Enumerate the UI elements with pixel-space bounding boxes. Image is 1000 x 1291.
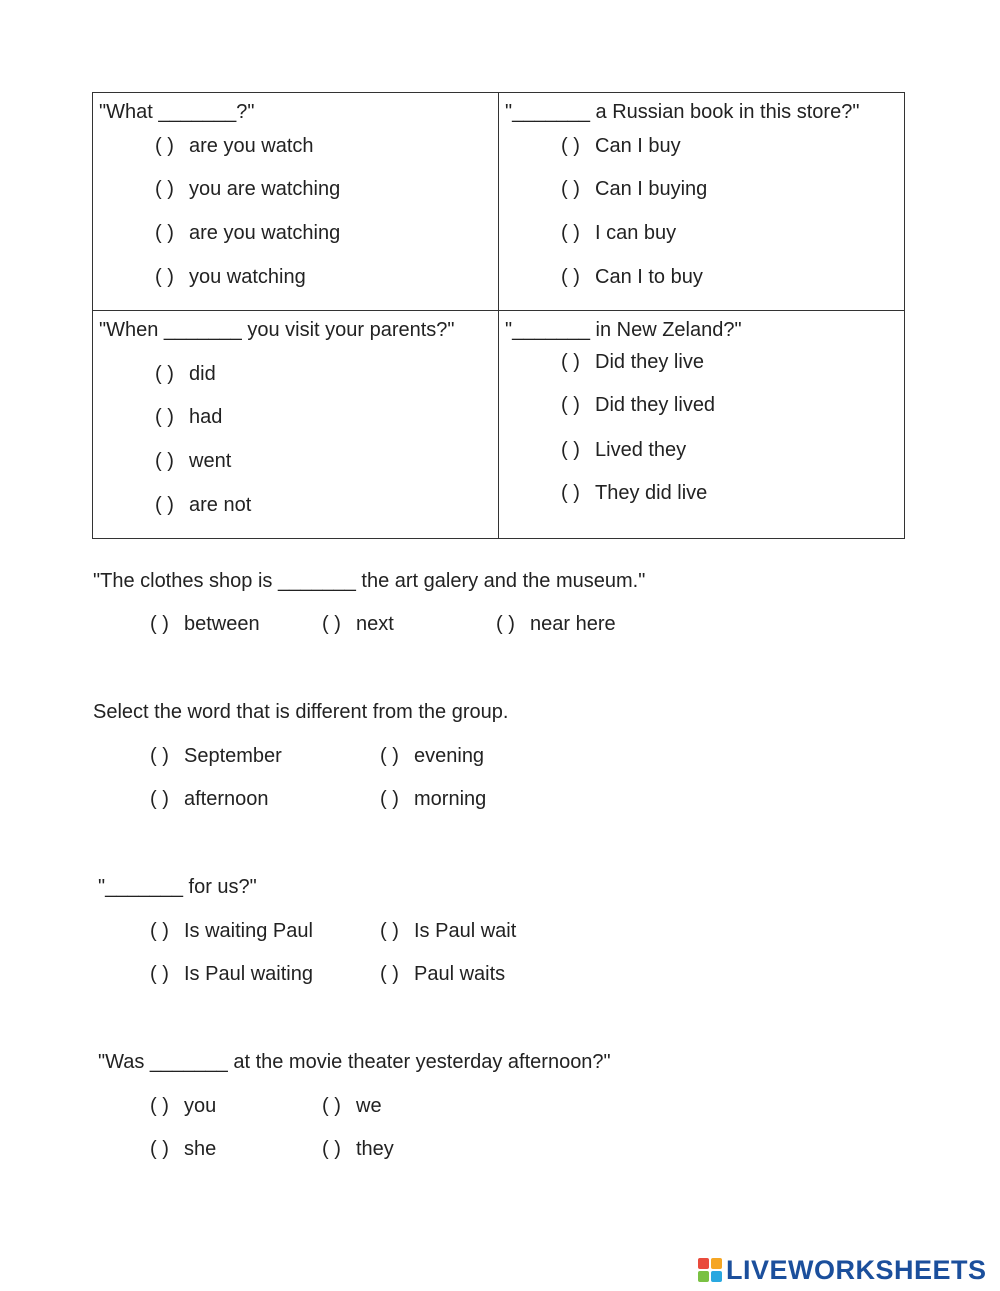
answer-checkbox[interactable]: ( ) xyxy=(380,788,399,810)
q5-option[interactable] xyxy=(322,613,394,636)
q1-option[interactable] xyxy=(155,222,340,245)
q4-option[interactable] xyxy=(561,482,707,505)
option-label: between xyxy=(184,613,260,635)
option-label: you xyxy=(184,1095,217,1117)
q3-option[interactable] xyxy=(155,494,251,517)
question-3-prompt: "When _______ you visit your parents?" xyxy=(99,319,455,341)
option-label: are you watching xyxy=(189,222,341,244)
option-label: Can I buy xyxy=(595,135,681,157)
q8-option[interactable] xyxy=(322,1138,394,1161)
answer-checkbox[interactable]: ( ) xyxy=(322,1138,341,1160)
question-cell-1 xyxy=(93,93,499,311)
question-1-prompt: "What _______?" xyxy=(99,101,255,123)
answer-checkbox[interactable]: ( ) xyxy=(150,613,169,635)
answer-checkbox[interactable]: ( ) xyxy=(150,745,169,767)
answer-checkbox[interactable]: ( ) xyxy=(150,920,169,942)
option-label: are not xyxy=(189,494,252,516)
answer-checkbox[interactable]: ( ) xyxy=(150,1095,169,1117)
option-label: they xyxy=(356,1138,394,1160)
q8-option[interactable] xyxy=(150,1138,216,1161)
answer-checkbox[interactable]: ( ) xyxy=(150,788,169,810)
option-label: Is Paul waiting xyxy=(184,963,313,985)
answer-checkbox[interactable]: ( ) xyxy=(561,351,580,373)
q3-option[interactable] xyxy=(155,406,222,429)
logo-tiles-icon xyxy=(698,1258,722,1282)
q7-option[interactable] xyxy=(380,963,505,986)
answer-checkbox[interactable]: ( ) xyxy=(155,363,174,385)
option-label: you are watching xyxy=(189,178,341,200)
logo-tile xyxy=(698,1271,709,1282)
answer-checkbox[interactable]: ( ) xyxy=(380,920,399,942)
q1-option[interactable] xyxy=(155,135,314,158)
answer-checkbox[interactable]: ( ) xyxy=(380,745,399,767)
q4-option[interactable] xyxy=(561,351,704,374)
q8-option[interactable] xyxy=(150,1095,216,1118)
question-2-prompt: "_______ a Russian book in this store?" xyxy=(505,101,860,123)
answer-checkbox[interactable]: ( ) xyxy=(561,178,580,200)
answer-checkbox[interactable]: ( ) xyxy=(155,450,174,472)
option-label: went xyxy=(189,450,232,472)
question-6-prompt: Select the word that is different from the group. xyxy=(93,701,509,723)
q7-option[interactable] xyxy=(380,920,516,943)
logo-tile xyxy=(711,1258,722,1269)
option-label: Paul waits xyxy=(414,963,506,985)
q2-option[interactable] xyxy=(561,178,707,201)
answer-checkbox[interactable]: ( ) xyxy=(150,1138,169,1160)
q7-option[interactable] xyxy=(150,920,313,943)
logo-tile xyxy=(698,1258,709,1269)
option-label: are you watch xyxy=(189,135,314,157)
option-label: afternoon xyxy=(184,788,269,810)
answer-checkbox[interactable]: ( ) xyxy=(496,613,515,635)
option-label: Lived they xyxy=(595,439,687,461)
answer-checkbox[interactable]: ( ) xyxy=(155,178,174,200)
answer-checkbox[interactable]: ( ) xyxy=(561,222,580,244)
option-label: evening xyxy=(414,745,485,767)
question-5-prompt: "The clothes shop is _______ the art galery and the museum." xyxy=(93,570,646,592)
question-cell-3 xyxy=(93,311,499,539)
liveworksheets-logo xyxy=(698,1255,987,1285)
q6-option[interactable] xyxy=(380,788,486,811)
q1-option[interactable] xyxy=(155,266,306,289)
option-label: she xyxy=(184,1138,217,1160)
q6-option[interactable] xyxy=(150,745,282,768)
answer-checkbox[interactable]: ( ) xyxy=(155,266,174,288)
q3-option[interactable] xyxy=(155,363,216,386)
answer-checkbox[interactable]: ( ) xyxy=(150,963,169,985)
option-label: They did live xyxy=(595,482,708,504)
option-label: Is Paul wait xyxy=(414,920,517,942)
answer-checkbox[interactable]: ( ) xyxy=(561,394,580,416)
q5-option[interactable] xyxy=(150,613,260,636)
answer-checkbox[interactable]: ( ) xyxy=(322,1095,341,1117)
q3-option[interactable] xyxy=(155,450,231,473)
question-8-prompt: "Was _______ at the movie theater yesterday afternoon?" xyxy=(98,1051,611,1073)
question-cell-2 xyxy=(499,93,905,311)
logo-text: LIVEWORKSHEETS xyxy=(726,1254,987,1285)
question-table xyxy=(92,92,905,539)
answer-checkbox[interactable]: ( ) xyxy=(380,963,399,985)
option-label: did xyxy=(189,363,216,385)
option-label: Can I to buy xyxy=(595,266,703,288)
option-label: Is waiting Paul xyxy=(184,920,313,942)
answer-checkbox[interactable]: ( ) xyxy=(155,135,174,157)
question-7-prompt: "_______ for us?" xyxy=(98,876,257,898)
q4-option[interactable] xyxy=(561,439,686,462)
option-label: had xyxy=(189,406,223,428)
q8-option[interactable] xyxy=(322,1095,382,1118)
q7-option[interactable] xyxy=(150,963,313,986)
option-label: you watching xyxy=(189,266,306,288)
question-cell-4 xyxy=(499,311,905,539)
q2-option[interactable] xyxy=(561,135,681,158)
answer-checkbox[interactable]: ( ) xyxy=(561,266,580,288)
option-label: September xyxy=(184,745,282,767)
q6-option[interactable] xyxy=(150,788,269,811)
q4-option[interactable] xyxy=(561,394,715,417)
option-label: we xyxy=(356,1095,382,1117)
answer-checkbox[interactable]: ( ) xyxy=(155,222,174,244)
option-label: Did they lived xyxy=(595,394,716,416)
answer-checkbox[interactable]: ( ) xyxy=(561,439,580,461)
answer-checkbox[interactable]: ( ) xyxy=(561,482,580,504)
question-4-prompt: "_______ in New Zeland?" xyxy=(505,319,742,341)
answer-checkbox[interactable]: ( ) xyxy=(155,494,174,516)
logo-tile xyxy=(711,1271,722,1282)
option-label: Did they live xyxy=(595,351,704,373)
option-label: next xyxy=(356,613,394,635)
q5-option[interactable] xyxy=(496,613,616,636)
option-label: near here xyxy=(530,613,616,635)
answer-checkbox[interactable]: ( ) xyxy=(322,613,341,635)
answer-checkbox[interactable]: ( ) xyxy=(561,135,580,157)
q2-option[interactable] xyxy=(561,222,676,245)
option-label: morning xyxy=(414,788,487,810)
q1-option[interactable] xyxy=(155,178,340,201)
option-label: I can buy xyxy=(595,222,677,244)
option-label: Can I buying xyxy=(595,178,708,200)
answer-checkbox[interactable]: ( ) xyxy=(155,406,174,428)
q6-option[interactable] xyxy=(380,745,484,768)
q2-option[interactable] xyxy=(561,266,703,289)
